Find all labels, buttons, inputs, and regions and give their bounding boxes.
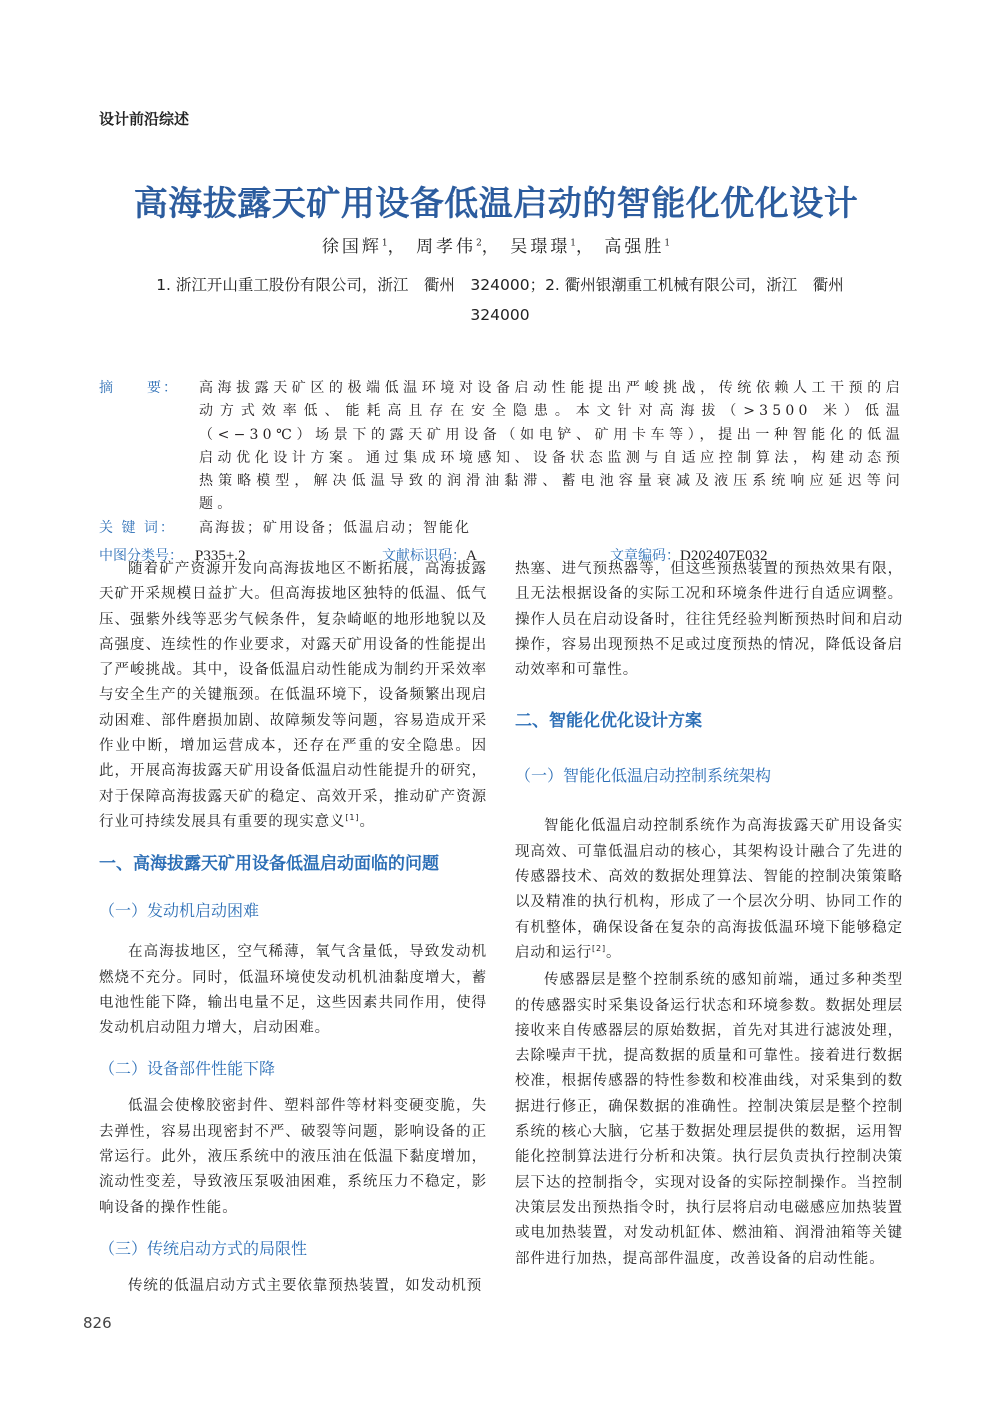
article-code-value: D202407E032: [680, 548, 768, 565]
body-paragraph: 传统的低温启动方式主要依靠预热装置，如发动机预: [128, 1277, 483, 1294]
page-number: 826: [83, 1314, 112, 1332]
paper-title: 高海拔露天矿用设备低温启动的智能化优化设计: [133, 184, 859, 224]
author-name: 高强胜: [604, 237, 665, 257]
subsection-heading: （二）设备部件性能下降: [99, 1059, 276, 1079]
author-affiliation-mark: 1: [381, 238, 388, 249]
subsection-heading: （一）发动机启动困难: [99, 901, 260, 921]
author-affiliation-mark: 1: [570, 238, 576, 249]
author-name: 徐国辉: [321, 237, 382, 257]
body-paragraph: 智能化低温启动控制系统作为高海拔露天矿用设备实现高效、可靠低温启动的核心，其架构设计融合了先进的传感器技术、高效的数据处理算法、智能的控制决策策略以及精准的执行机构，形成了一个层次分明、协同工作的有机整体，确保设备在复杂的高海拔低温环境下能够稳定启动和运行[2]。: [515, 818, 903, 961]
right-column: [515, 557, 903, 1272]
citation: [2]: [592, 944, 607, 954]
doc-code-label: 文献标识码：: [382, 548, 466, 565]
journal-section-label: 设计前沿综述: [99, 110, 190, 128]
intro-paragraph: 随着矿产资源开发向高海拔地区不断拓展，高海拔露天矿开采规模日益扩大。但高海拔地区独特的低温、低气压、强紫外线等恶劣气候条件，复杂崎岖的地形地貌以及高强度、连续性的作业要求，对露天矿用设备的性能提出了严峻挑战。其中，设备低温启动性能成为制约开采效率与安全生产的关键瓶颈。在低温环境下，设备频繁出现启动困难、部件磨损加剧、故障频发等问题，容易造成开采作业中断，增加运营成本，还存在严重的安全隐患。因此，开展高海拔露天矿用设备低温启动性能提升的研究，对于保障高海拔露天矿的稳定、高效开采，推动矿产资源行业可持续发展具有重要的现实意义[1]。: [99, 561, 487, 830]
author-name: 吴璟璟: [510, 237, 571, 257]
keywords: [99, 517, 904, 540]
author-affiliation-mark: 2: [476, 238, 482, 249]
affiliation-line: 1. 浙江开山重工股份有限公司，浙江 衢州 324000；2. 衢州银潮重工机械有限公司，浙江 衢州: [156, 276, 844, 294]
section-heading-2: 二、智能化优化设计方案: [515, 711, 702, 732]
author-list: 徐国辉$^1$， 周孝伟$^2$， 吴璟璟$^1$， 高强胜$^1$: [321, 237, 671, 257]
abstract: [99, 377, 904, 517]
abstract-label: 摘 要：: [99, 380, 179, 396]
doc-code-value: A: [466, 548, 477, 565]
author-name: 周孝伟: [416, 237, 477, 257]
body-paragraph: 低温会使橡胶密封件、塑料部件等材料变硬变脆，失去弹性，容易出现密封不严、破裂等问题，影响设备的正常运行。此外，液压系统中的液压油在低温下黏度增加，流动性变差，导致液压泵吸油困难，系统压力不稳定，影响设备的操作性能。: [99, 1098, 487, 1216]
left-column: [99, 557, 487, 1299]
body-paragraph: 热塞、进气预热器等，但这些预热装置的预热效果有限，且无法根据设备的实际工况和环境条件进行自适应调整。操作人员在启动设备时，往往凭经验判断预热时间和启动操作，容易出现预热不足或过度预热的情况，降低设备启动效率和可靠性。: [515, 561, 903, 679]
clc-value: P335+.2: [195, 548, 246, 565]
section-heading-1: 一、高海拔露天矿用设备低温启动面临的问题: [99, 854, 439, 875]
article-code-label: 文章编码：: [610, 548, 680, 565]
clc-label: 中图分类号：: [99, 548, 183, 565]
abstract-text: 高海拔露天矿区的极端低温环境对设备启动性能提出严峻挑战，传统依赖人工干预的启动方式效率低、能耗高且存在安全隐患。本文针对高海拔（>3500 米）低温（<−30℃）场景下的露天矿用设备（如电铲、矿用卡车等），提出一种智能化的低温启动优化设计方案。通过集成环境感知、设备状态监测与自适应控制算法，构建动态预热策略模型，解决低温导致的润滑油黏滞、蓄电池容量衰减及液压系统响应延迟等问题。: [199, 380, 904, 513]
front-matter: [99, 377, 904, 567]
affiliation-line: 324000: [470, 306, 530, 324]
keywords-text: 高海拔；矿用设备；低温启动；智能化: [199, 519, 471, 536]
body-paragraph: 传感器层是整个控制系统的感知前端，通过多种类型的传感器实时采集设备运行状态和环境参数。数据处理层接收来自传感器层的原始数据，首先对其进行滤波处理，去除噪声干扰，提高数据的质量和可靠性。接着进行数据校准，根据传感器的特性参数和校准曲线，对采集到的数据进行修正，确保数据的准确性。控制决策层是整个控制系统的核心大脑，它基于数据处理层提供的数据，运用智能化控制算法进行分析和决策。执行层负责执行控制决策层下达的控制指令，实现对设备的实际控制操作。当控制决策层发出预热指令时，执行层将启动电磁感应加热装置或电加热装置，对发动机缸体、燃油箱、润滑油箱等关键部件进行加热，提高部件温度，改善设备的启动性能。: [515, 972, 903, 1267]
author-affiliation-mark: 1: [664, 238, 671, 249]
subsection-heading: （一）智能化低温启动控制系统架构: [515, 766, 772, 786]
affiliations: [110, 270, 890, 330]
subsection-heading: （三）传统启动方式的局限性: [99, 1238, 308, 1258]
body-paragraph: 在高海拔地区，空气稀薄，氧气含量低，导致发动机燃烧不充分。同时，低温环境使发动机机油黏度增大，蓄电池性能下降，输出电量不足，这些因素共同作用，使得发动机启动阻力增大，启动困难。: [99, 944, 487, 1037]
keywords-label: 关 键 词：: [99, 519, 176, 536]
citation: [1]: [345, 813, 360, 823]
